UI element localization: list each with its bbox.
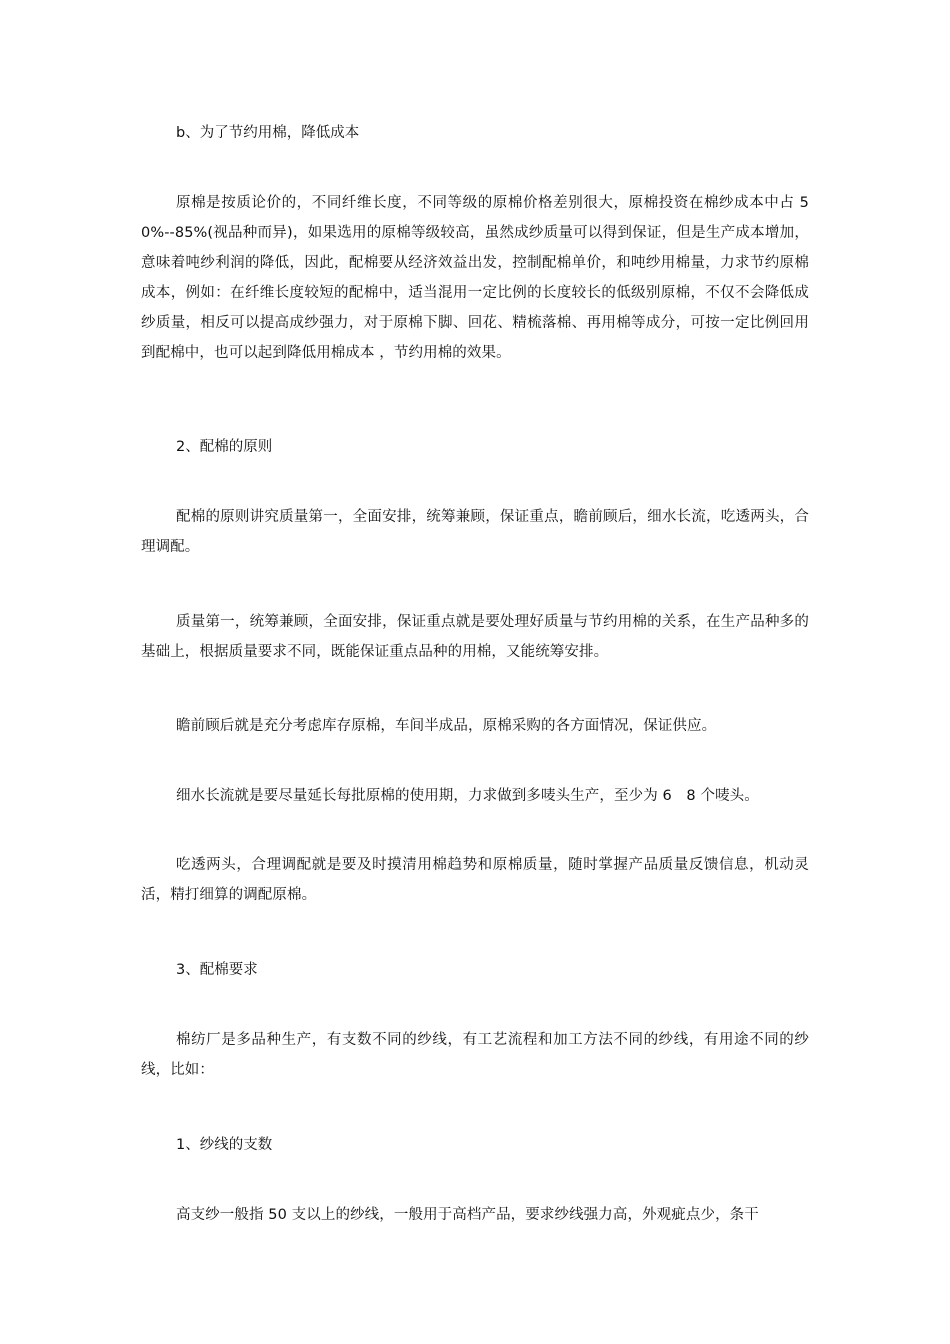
paragraph-reasonable-allocation: 吃透两头，合理调配就是要及时摸清用棉趋势和原棉质量，随时掌握产品质量反馈信息，机动灵活，精打细算的调配原棉。 [141,857,809,903]
paragraph-high-count-yarn: 高支纱一般指 50 支以上的纱线，一般用于高档产品，要求纱线强力高，外观疵点少，条干 [176,1207,759,1223]
section-heading-3: 3、配棉要求 [176,962,258,978]
paragraph-raw-cotton-cost: 原棉是按质论价的，不同纤维长度，不同等级的原棉价格差别很大，原棉投资在棉纱成本中占 50%--85%(视品种而异)，如果选用的原棉等级较高，虽然成纱质量可以得到保证，但是生产成本增加，意味着吨纱利润的降低，因此，配棉要从经济效益出发，控制配棉单价，和吨纱用棉量，力求节约原棉成本，例如：在纤维长度较短的配棉中，适当混用一定比例的长度较长的低级别原棉，不仅不会降低成纱质量，相反可以提高成纱强力，对于原棉下脚、回花、精梳落棉、再用棉等成分，可按一定比例回用到配棉中，也可以起到降低用棉成本 ，节约用棉的效果。 [141,195,809,361]
section-heading-yarn-count: 1、纱线的支数 [176,1137,273,1153]
paragraph-blending-principle: 配棉的原则讲究质量第一，全面安排，统筹兼顾，保证重点，瞻前顾后，细水长流，吃透两头，合理调配。 [141,509,809,555]
section-heading-b: b、为了节约用棉，降低成本 [176,125,360,141]
paragraph-steady-flow: 细水长流就是要尽量延长每批原棉的使用期，力求做到多唛头生产，至少为 6 8 个唛头。 [176,788,759,804]
section-heading-2: 2、配棉的原则 [176,439,273,455]
paragraph-multi-variety: 棉纺厂是多品种生产，有支数不同的纱线，有工艺流程和加工方法不同的纱线，有用途不同的纱线，比如： [141,1032,809,1078]
paragraph-look-ahead: 瞻前顾后就是充分考虑库存原棉，车间半成品，原棉采购的各方面情况，保证供应。 [176,718,717,734]
paragraph-quality-first: 质量第一，统筹兼顾，全面安排，保证重点就是要处理好质量与节约用棉的关系，在生产品种多的基础上，根据质量要求不同，既能保证重点品种的用棉，又能统筹安排。 [141,614,809,660]
